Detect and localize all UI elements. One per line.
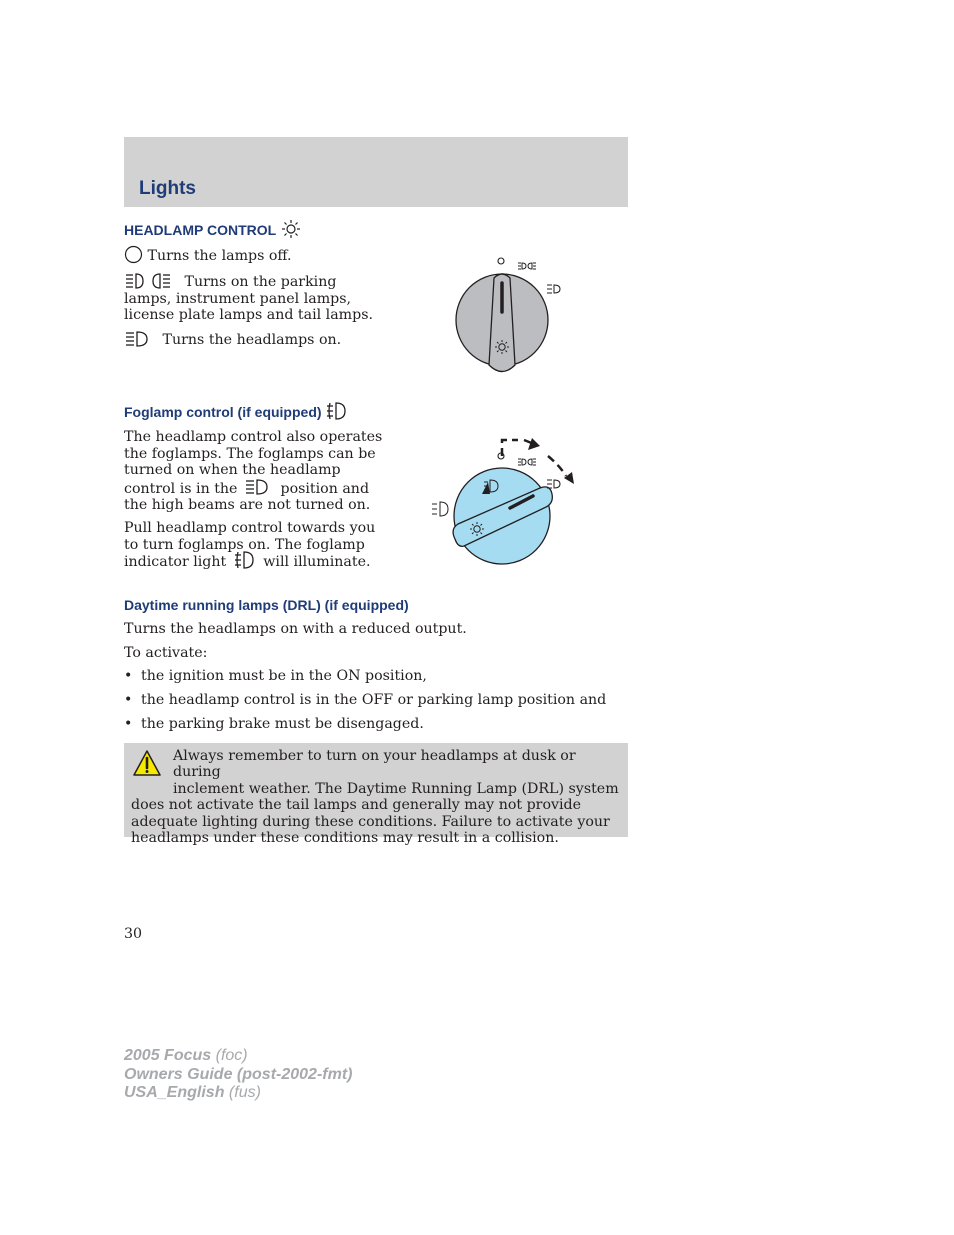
section-title: Lights (139, 178, 196, 199)
parking-lamps-icon (124, 272, 172, 290)
footer-locale: USA_English (124, 1084, 225, 1101)
section-banner (124, 137, 628, 207)
headlamp-control-heading (124, 222, 302, 239)
off-text: Turns the lamps off. (147, 248, 292, 264)
off-line (124, 248, 292, 265)
sun-icon (280, 219, 302, 239)
parking-paragraph (124, 274, 384, 324)
parking-text-3: license plate lamps and tail lamps. (124, 307, 374, 324)
page-number: 30 (124, 926, 143, 942)
footer (124, 1047, 352, 1103)
drl-paragraph-1: Turns the headlamps on with a reduced output. (124, 621, 467, 637)
foglamp-p2-line3a: indicator light (124, 554, 227, 571)
foglamp-icon (325, 401, 347, 421)
foglamp-p2-line1: Pull headlamp control towards you (124, 520, 376, 536)
foglamp-p1-line5: the high beams are not turned on. (124, 497, 371, 514)
footer-guide: Owners Guide (post-2002-fmt) (124, 1065, 353, 1083)
headlamp-dial-illustration (440, 250, 570, 380)
list-item-text: the headlamp control is in the OFF or parking lamp position and (141, 692, 607, 708)
foglamp-heading-text: Foglamp control (if equipped) (124, 404, 322, 420)
foglamp-p1-line2: the foglamps. The foglamps can be (124, 445, 376, 462)
headlamps-text: Turns the headlamps on. (162, 332, 342, 348)
headlamp-icon (244, 478, 270, 496)
foglamp-icon (233, 550, 255, 570)
warning-line-2: inclement weather. The Daytime Running Lamp (DRL) system (173, 780, 619, 797)
list-item-text: the ignition must be in the ON position, (141, 668, 427, 684)
foglamp-paragraph-2 (124, 520, 384, 571)
parking-text-2: lamps, instrument panel lamps, (124, 290, 352, 307)
circle-icon (124, 245, 143, 264)
foglamp-p1-line1: The headlamp control also operates (124, 429, 383, 445)
foglamp-heading (124, 404, 347, 421)
drl-paragraph-2: To activate: (124, 645, 208, 661)
footer-model: 2005 Focus (124, 1047, 212, 1064)
headlamp-control-heading-text: HEADLAMP CONTROL (124, 222, 276, 238)
footer-model-code: (foc) (215, 1047, 248, 1064)
footer-locale-code: (fus) (228, 1084, 261, 1101)
foglamp-p1-line3: turned on when the headlamp (124, 462, 341, 479)
foglamp-dial-illustration (430, 432, 590, 572)
list-item-text: the parking brake must be disengaged. (141, 716, 424, 732)
foglamp-p2-line2: to turn foglamps on. The foglamp (124, 536, 365, 553)
foglamp-p1-line4b: position and (280, 480, 370, 497)
headlamps-line (124, 332, 341, 349)
warning-text (131, 748, 621, 846)
warning-box (124, 743, 628, 847)
warning-line-rest: does not activate the tail lamps and generally may not provide adequate lighting during these conditions. Failure to activate your headlamps under these conditions may result in a collision. (131, 797, 610, 847)
warning-line-1: Always remember to turn on your headlamps at dusk or during (173, 748, 576, 781)
headlamp-icon (124, 330, 150, 348)
foglamp-p2-line3b: will illuminate. (263, 554, 371, 571)
foglamp-p1-line4a: control is in the (124, 480, 238, 497)
foglamp-paragraph-1 (124, 429, 384, 514)
parking-text-1: Turns on the parking (184, 274, 337, 290)
drl-heading: Daytime running lamps (DRL) (if equipped) (124, 597, 409, 613)
